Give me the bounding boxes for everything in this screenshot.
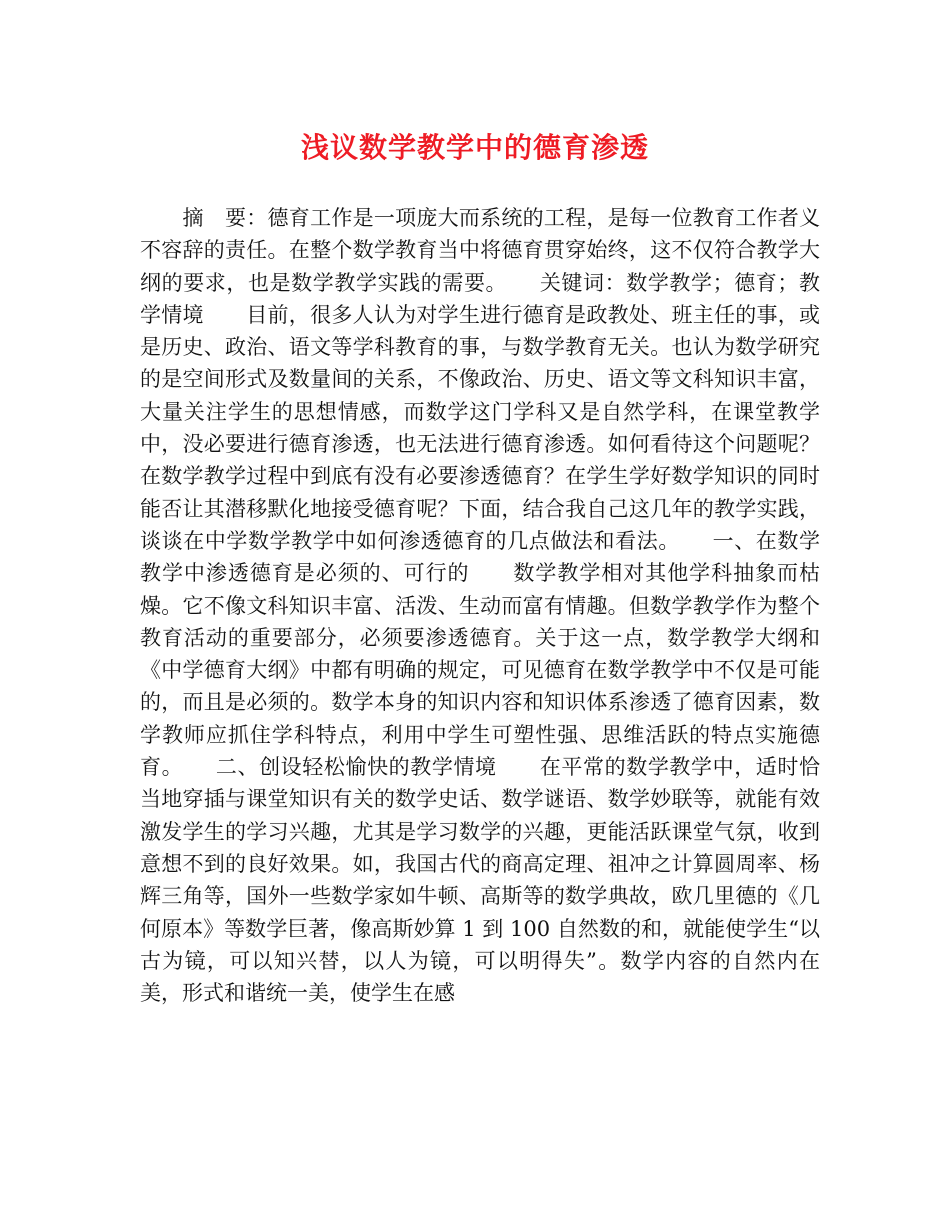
document-title: 浅议数学教学中的德育渗透 [300, 131, 649, 164]
document-body: 摘 要：德育工作是一项庞大而系统的工程，是每一位教育工作者义不容辞的责任。在整个数学教育当中将德育贯穿始终，这不仅符合教学大纲的要求，也是数学教学实践的需要。 关键词：数学教学；德育；教学情境 目前，很多人认为对学生进行德育是政教处、班主任的事，或是历史、政治、语文等学科教育的事，与数学教育无关。也认为数学研究的是空间形式及数量间的关系，不像政治、历史、语文等文科知识丰富，大量关注学生的思想情感，而数学这门学科又是自然学科，在课堂教学中，没必要进行德育渗透，也无法进行德育渗透。如何看待这个问题呢？在数学教学过程中到底有没有必要渗透德育？在学生学好数学知识的同时能否让其潜移默化地接受德育呢？下面，结合我自己这几年的教学实践，谈谈在中学数学教学中如何渗透德育的几点做法和看法。 一、在数学教学中渗透德育是必须的、可行的 数学教学相对其他学科抽象而枯燥。它不像文科知识丰富、活泼、生动而富有情趣。但数学教学作为整个教育活动的重要部分，必须要渗透德育。关于这一点，数学教学大纲和《中学德育大纲》中都有明确的规定，可见德育在数学教学中不仅是可能的，而且是必须的。数学本身的知识内容和知识体系渗透了德育因素，数学教师应抓住学科特点，利用中学生可塑性强、思维活跃的特点实施德育。 二、创设轻松愉快的教学情境 在平常的数学教学中，适时恰当地穿插与课堂知识有关的数学史话、数学谜语、数学妙联等，就能有效激发学生的学习兴趣，尤其是学习数学的兴趣，更能活跃课堂气氛，收到意想不到的良好效果。如，我国古代的商高定理、祖冲之计算圆周率、杨辉三角等，国外一些数学家如牛顿、高斯等的数学典故，欧几里德的《几何原本》等数学巨著，像高斯妙算 1 到 100 自然数的和，就能使学生“以古为镜，可以知兴替，以人为镜，可以明得失”。数学内容的自然内在美，形式和谐统一美，使学生在感 [140, 206, 820, 1006]
